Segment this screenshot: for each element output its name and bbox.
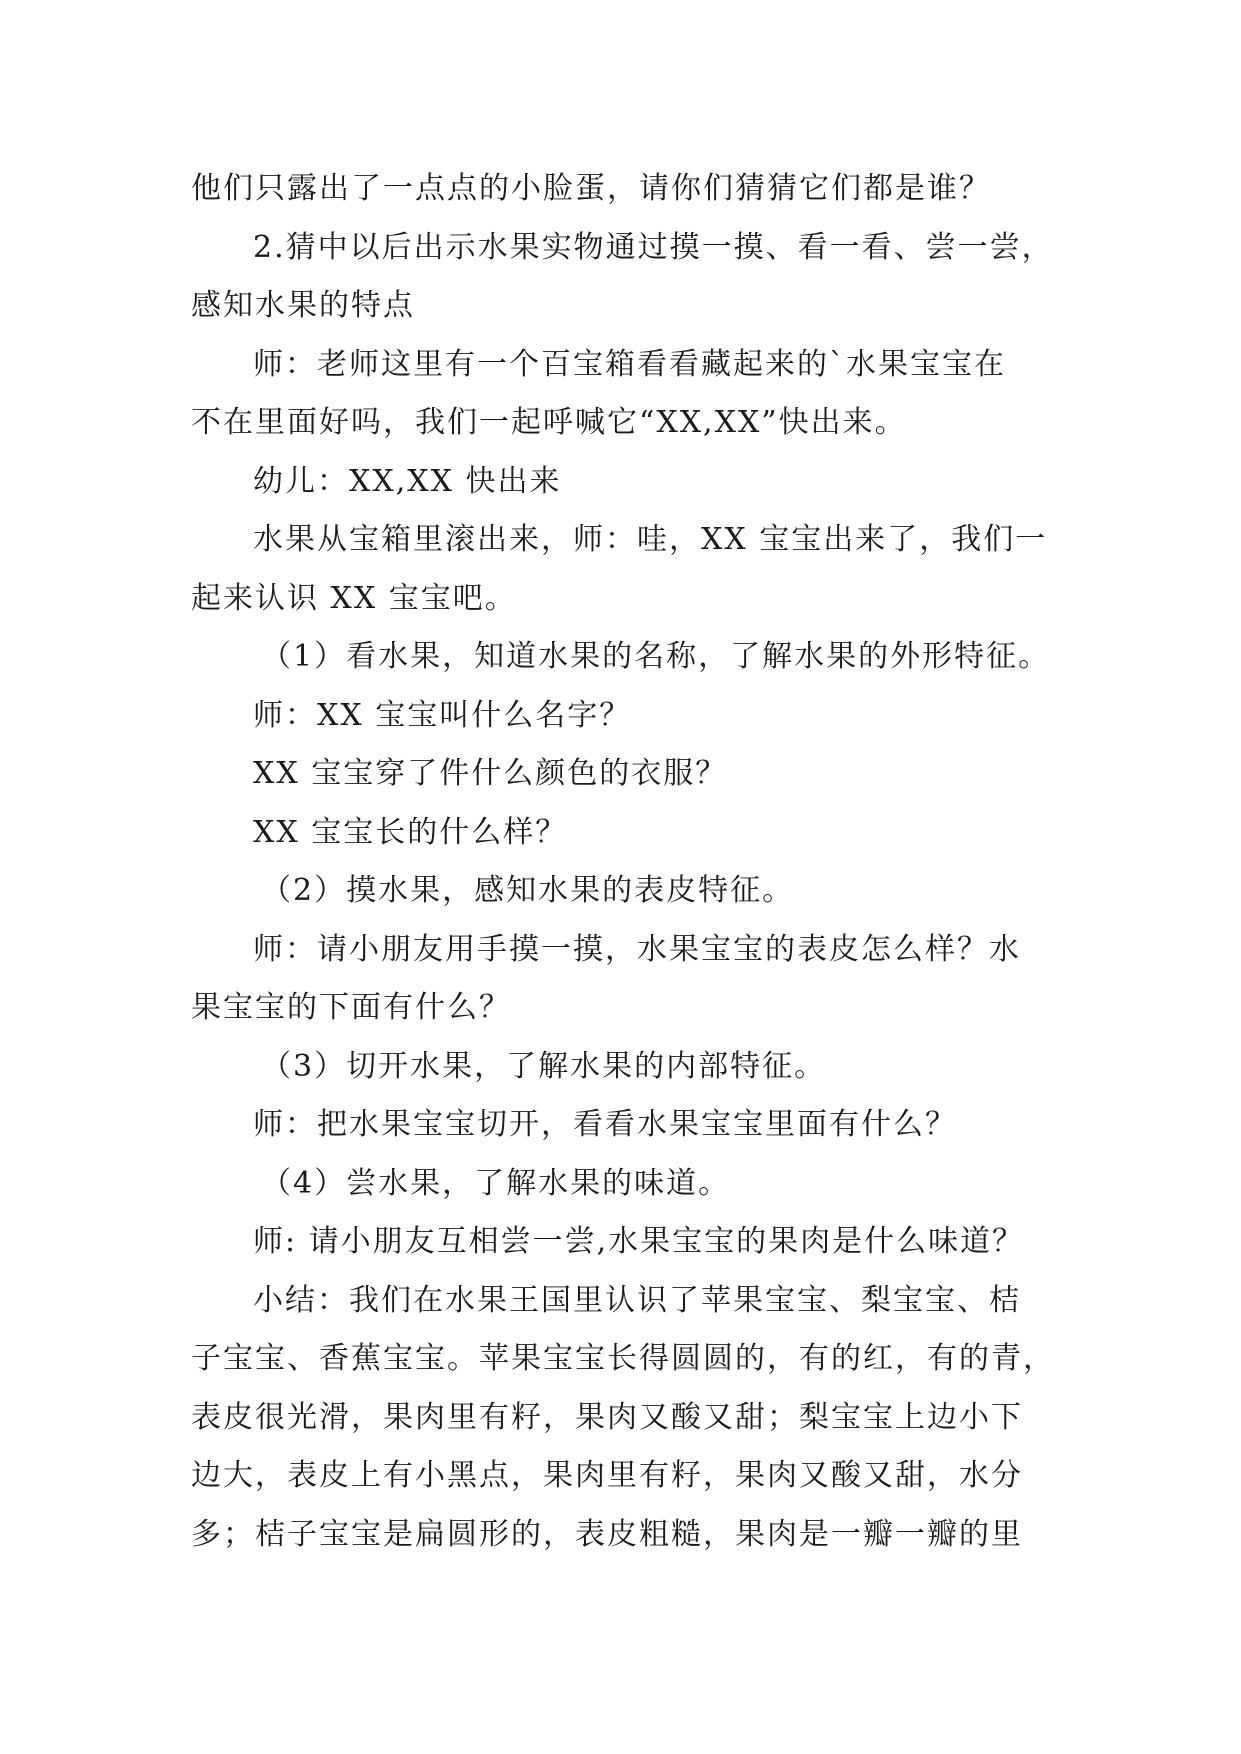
text-line: 师：老师这里有一个百宝箱看看藏起来的`水果宝宝在 [253,346,1006,382]
text-line: 起来认识 XX 宝宝吧。 [191,580,517,616]
text-line: 多；桔子宝宝是扁圆形的，表皮粗糙，果肉是一瓣一瓣的里 [191,1516,1023,1552]
text-line: 小结：我们在水果王国里认识了苹果宝宝、梨宝宝、桔 [253,1282,1021,1318]
document-body [191,160,1071,1564]
text-line: （3）切开水果，了解水果的内部特征。 [261,1048,827,1084]
text-line: 幼儿：XX,XX 快出来 [253,463,562,499]
text-line: 感知水果的特点 [191,288,415,323]
text-line: （1）看水果，知道水果的名称，了解水果的外形特征。 [261,639,1051,674]
text-line: XX 宝宝长的什么样？ [253,814,568,850]
text-line: 子宝宝、香蕉宝宝。苹果宝宝长得圆圆的，有的红，有的青， [191,1341,1055,1376]
text-line: 水果从宝箱里滚出来，师：哇，XX 宝宝出来了，我们一 [253,522,1048,557]
text-line: 师：XX 宝宝叫什么名字？ [253,697,632,733]
text-line: 果宝宝的下面有什么？ [191,990,511,1025]
text-line: 他们只露出了一点点的小脸蛋，请你们猜猜它们都是谁？ [191,171,991,206]
text-line: 表皮很光滑，果肉里有籽，果肉又酸又甜；梨宝宝上边小下 [191,1399,1023,1435]
text-line: （4）尝水果，了解水果的味道。 [261,1165,731,1201]
text-line: 边大，表皮上有小黑点，果肉里有籽，果肉又酸又甜，水分 [191,1458,1023,1493]
text-line: （2）摸水果，感知水果的表皮特征。 [261,873,795,908]
text-line: XX 宝宝穿了件什么颜色的衣服？ [253,756,728,791]
text-line: 师：把水果宝宝切开，看看水果宝宝里面有什么？ [253,1107,957,1142]
text-line: 师: 请小朋友互相尝一尝,水果宝宝的果肉是什么味道？ [253,1224,1025,1259]
text-line: 2.猜中以后出示水果实物通过摸一摸、看一看、尝一尝， [253,229,1054,265]
text-line: 师：请小朋友用手摸一摸，水果宝宝的表皮怎么样？水 [253,931,1021,967]
text-line: 不在里面好吗，我们一起呼喊它“XX,XX”快出来。 [191,405,907,440]
